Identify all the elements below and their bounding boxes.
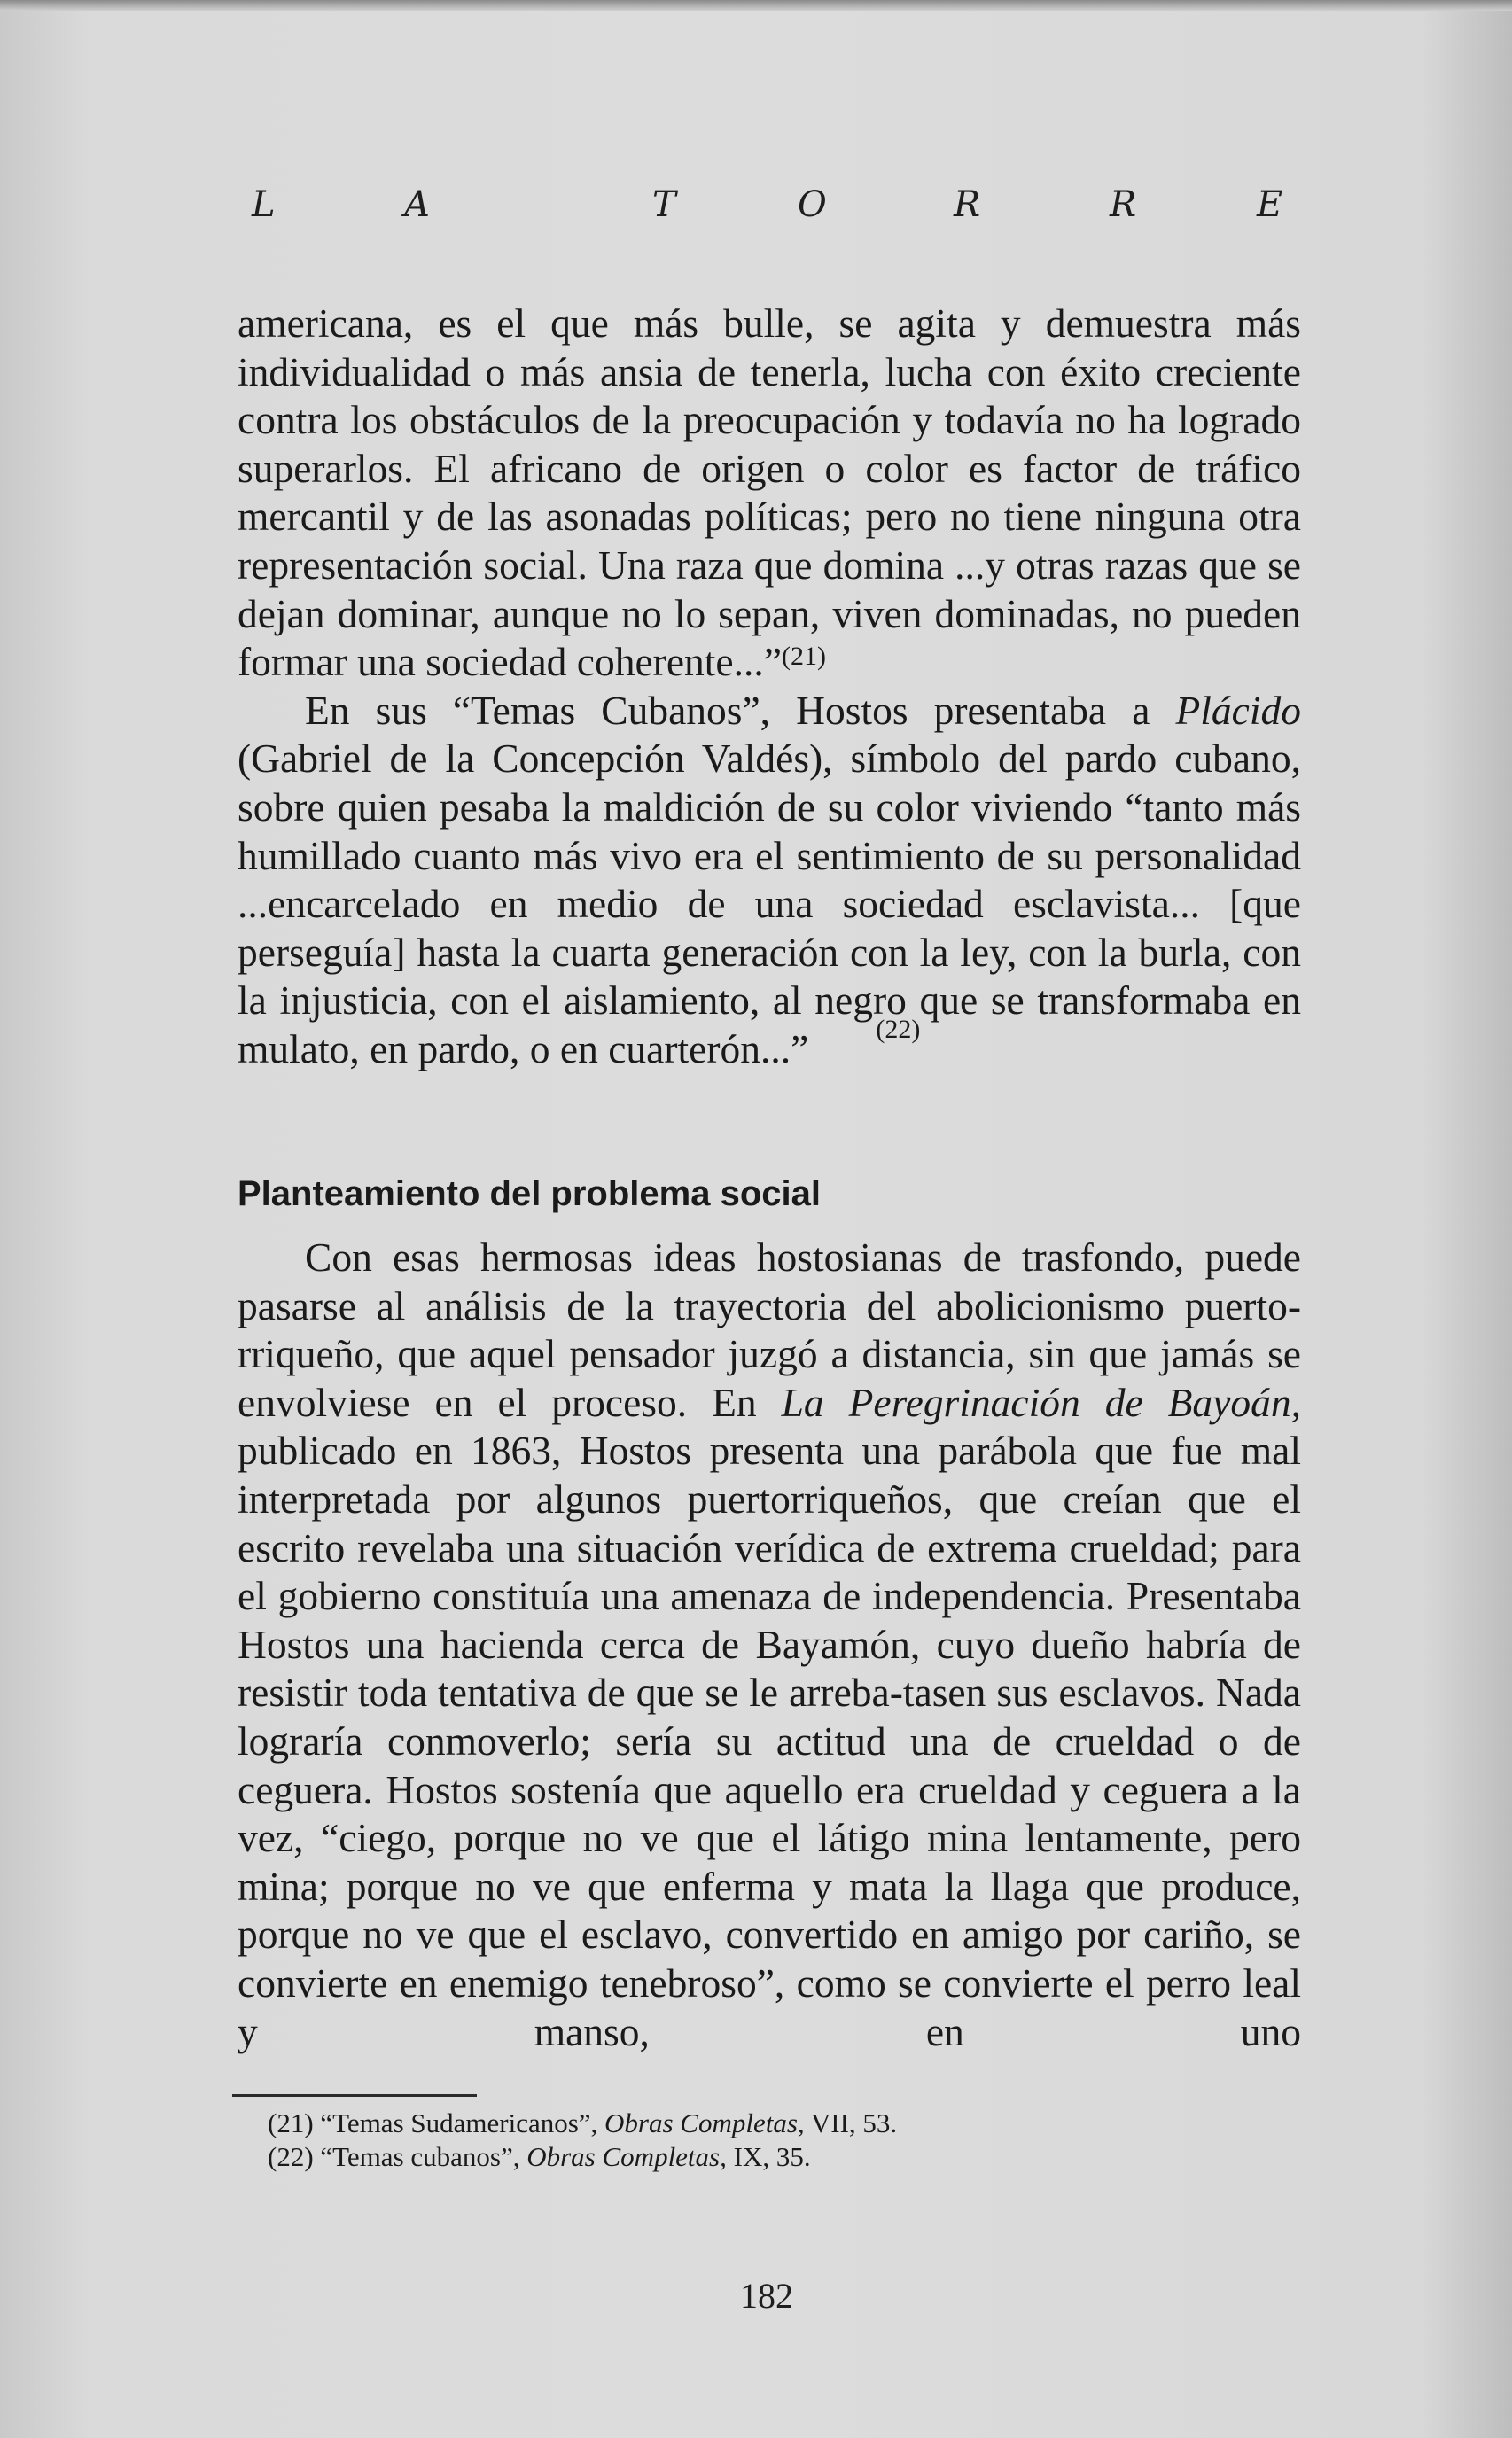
running-head-letter: L bbox=[252, 184, 276, 225]
section-heading: Planteamiento del problema social bbox=[238, 1174, 821, 1213]
footnote-locator: VII, 53. bbox=[804, 2107, 898, 2138]
footnote-number: (21) bbox=[268, 2107, 314, 2138]
running-head bbox=[238, 184, 1301, 238]
footnote-21 bbox=[268, 2107, 897, 2140]
body-text-top bbox=[238, 300, 1301, 1074]
page-top-edge bbox=[0, 0, 1512, 11]
footnote-locator: IX, 35. bbox=[726, 2141, 811, 2172]
running-head-letter: O bbox=[798, 184, 827, 225]
paragraph-continued bbox=[238, 300, 1301, 687]
footnote-ref-21: (21) bbox=[781, 642, 826, 672]
footnote-work: Obras Completas, bbox=[526, 2141, 727, 2172]
paragraph-text: americana, es el que más bulle, se agita y demuestra más individualidad o más ansia de tenerla, lucha con éxito creciente contra los obstáculos de la preocupación y todavía no ha logrado superarlos. El africano de origen o color es factor de tráfico mercantil y de las asonadas políticas; pero no tiene ninguna otra representación social. Una raza que domina ...y otras razas que se dejan dominar, aunque no lo sepan, viven dominadas, no pueden formar una sociedad coherente...” bbox=[238, 300, 1301, 685]
footnote-rule bbox=[232, 2094, 477, 2097]
running-head-letter: R bbox=[1110, 184, 1137, 225]
paragraph-text: publicado en 1863, Hostos presenta una parábola que fue mal interpretada por algunos puertorriqueños, que creían que el escrito revelaba una situación verídica de extrema crueldad; para el gobierno constituía una amenaza de independencia. Presentaba Hostos una hacienda cerca de Bayamón, cuyo dueño habría de resistir toda tentativa de que se le arreba-tasen sus esclavos. Nada lograría conmoverlo; sería su actitud una de crueldad o de ceguera. Hostos sostenía que aquello era crueldad y ceguera a la vez, “ciego, porque no ve que el látigo mina lentamente, pero mina; porque no ve que enferma y mata la llaga que produce, porque no ve que el esclavo, convertido en amigo por cariño, se convierte en enemigo tenebroso”, como se convierte el perro leal y manso, en uno bbox=[238, 1428, 1301, 2054]
paragraph-text: (Gabriel de la Concepción Valdés), símbolo del pardo cubano, sobre quien pesaba la maldición de su color viviendo “tanto más humillado cuanto más vivo era el sentimiento de su personalidad ...encarcelado en medio de una sociedad esclavista... [que perseguía] hasta la cuarta generación con la ley, con la burla, con la injusticia, con el aislamiento, al negro que se transformaba en mulato, en pardo, o en cuarterón...” bbox=[238, 736, 1301, 1071]
footnote-work: Obras Completas, bbox=[604, 2107, 805, 2138]
paragraph-text: Con esas hermosas ideas hostosianas de trasfondo, puede pasarse al análisis de la trayectoria del abolicionismo puerto-rriqueño, que aquel pensador juzgó a distancia, sin que jamás se envolviese en el proceso. En bbox=[238, 1235, 1301, 1425]
footnote-22 bbox=[268, 2140, 897, 2174]
running-head-letter: A bbox=[404, 184, 430, 225]
work-title: Plácido bbox=[1175, 687, 1301, 733]
paragraph-bayoan bbox=[238, 1234, 1301, 2056]
footnotes bbox=[268, 2107, 897, 2174]
paragraph-text: En sus “Temas Cubanos”, Hostos presentaba a bbox=[305, 687, 1176, 733]
paragraph-placido: En sus “Temas Cubanos”, Hostos presentaba a Plácido (Gabriel de la Concepción Valdés), símbolo del pardo cubano, sobre quien pesaba la maldición de su color viviendo “tanto más humillado cuanto más vivo era el sentimiento de su personalidad ...encarcelado en medio de una sociedad esclavista... [que perseguía] hasta la cuarta generación con la ley, con la burla, con la injusticia, con el aislamiento, al negro que se transformaba en mulato, en pardo, o en cuarterón...” (22) bbox=[238, 687, 1301, 1071]
body-text-bottom bbox=[238, 1234, 1301, 2056]
running-head-letter: E bbox=[1257, 184, 1283, 225]
footnote-number: (22) bbox=[268, 2141, 314, 2172]
running-head-letter: T bbox=[652, 184, 676, 225]
running-head-letter: R bbox=[954, 184, 981, 225]
work-title: La Peregrinación de Bayoán, bbox=[781, 1379, 1302, 1425]
footnote-quote: “Temas cubanos”, bbox=[320, 2141, 527, 2172]
footnote-quote: “Temas Sudamericanos”, bbox=[320, 2107, 605, 2138]
page-number: 182 bbox=[740, 2276, 793, 2316]
